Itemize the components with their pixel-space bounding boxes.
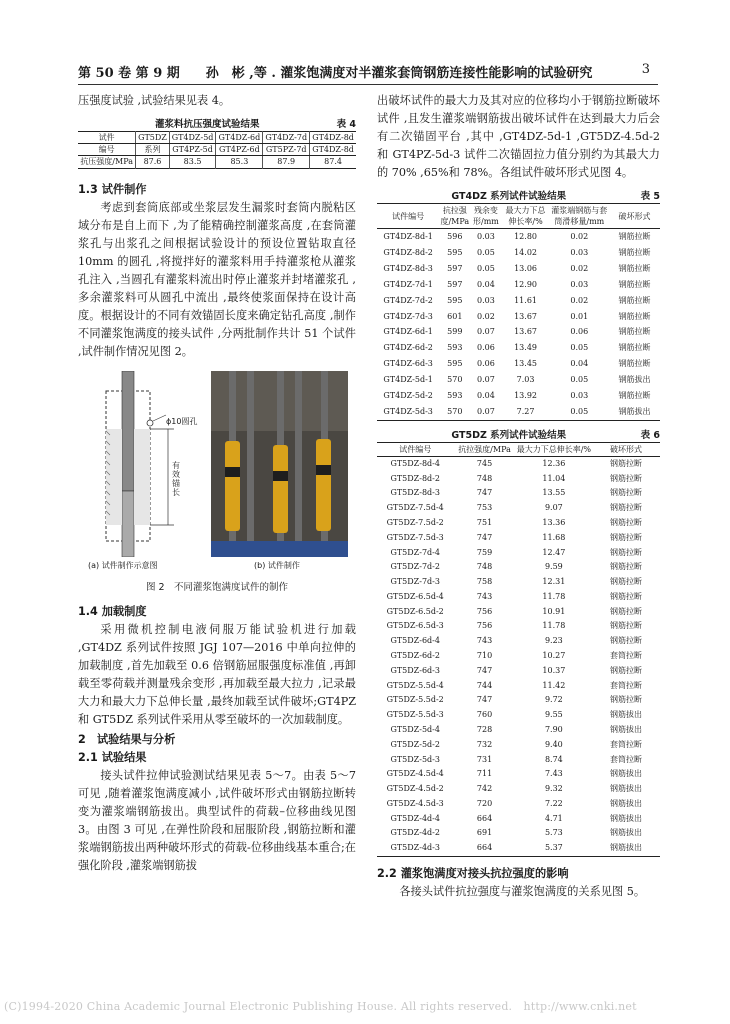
- table-cell: GT5DZ-6d-2: [390, 651, 440, 661]
- table-cell: 0.04: [477, 391, 495, 401]
- table5-header-cell: 灌浆端钢筋与套筒滑移量/mm: [550, 204, 609, 229]
- table4-header-cell: 编号: [78, 144, 136, 156]
- section-1-4-heading: 1.4 加载制度: [78, 605, 147, 618]
- table-cell: 钢筋拔出: [610, 828, 643, 838]
- table-row: [377, 277, 660, 293]
- table-cell: GT5DZ-5d-3: [390, 754, 440, 764]
- table-cell: 756: [476, 621, 493, 631]
- table-cell: 597: [447, 279, 463, 289]
- table-cell: 钢筋拉断: [610, 665, 643, 675]
- table-cell: 7.43: [544, 769, 563, 779]
- table-cell: 732: [476, 739, 493, 749]
- table4-header-cell: GT4DZ-5d: [169, 132, 216, 144]
- right-column: [377, 92, 660, 901]
- table6: [377, 442, 660, 857]
- table6-header-cell: 抗拉强度/MPa: [453, 442, 515, 456]
- table-cell: GT5DZ-6d-4: [390, 636, 440, 646]
- table-row: [377, 693, 660, 708]
- section-1-4-paragraph: 采用微机控制电液伺服万能试验机进行加载 ,GT4DZ 系列试件按照 JGJ 107—2016 中单向拉伸的加载制度 ,首先加载至 0.6 倍钢筋屈服强度标准值 ,再卸载至零荷载并测量残余变形 ,再加载至最大拉力 ,记录最大力和最大力下总伸长量 ,最终加载至试件破坏;GT4PZ 和 GT5DZ 系列试件采用从零至破坏的一次加载制度。: [78, 623, 356, 726]
- table-row: [377, 826, 660, 841]
- table-cell: 7.22: [544, 798, 563, 808]
- subcaption-b: (b) 试件制作: [254, 561, 300, 570]
- copyright-footer: (C)1994-2020 China Academic Journal Electronic Publishing House. All rights reserved. http://www.cnki.net: [4, 1000, 637, 1013]
- table-cell: 钢筋拉断: [618, 327, 651, 337]
- table-cell: 钢筋拉断: [610, 532, 643, 542]
- table5-caption: [377, 190, 660, 203]
- table6-header-cell: 试件编号: [377, 442, 453, 456]
- table-cell: 钢筋拉断: [618, 359, 651, 369]
- table-cell: 753: [476, 503, 493, 513]
- table-row: [377, 456, 660, 471]
- table-cell: 钢筋拔出: [610, 813, 643, 823]
- table5-header-row: [377, 204, 660, 229]
- table-row: [377, 340, 660, 356]
- table-row: [78, 156, 356, 169]
- table-cell: 0.05: [570, 406, 589, 416]
- header-rule: [78, 84, 658, 85]
- table-cell: 748: [476, 562, 493, 572]
- table-row: [377, 605, 660, 620]
- table-cell: GT5DZ-4.5d-3: [386, 798, 444, 808]
- table-cell: 0.05: [477, 247, 495, 257]
- page-number: 3: [641, 62, 650, 77]
- table-row: [377, 767, 660, 782]
- table-cell: 钢筋拉断: [610, 547, 643, 557]
- table-cell: 13.92: [514, 391, 537, 401]
- table-cell: GT4DZ-7d-1: [383, 279, 433, 289]
- table-cell: 钢筋拉断: [618, 232, 651, 241]
- table-row: [377, 486, 660, 501]
- table-cell: 11.04: [542, 473, 566, 483]
- table-cell: 599: [447, 327, 463, 337]
- table5-header-cell: 残余变形/mm: [470, 204, 501, 229]
- table4-header-row: [78, 132, 356, 144]
- table-cell: GT4DZ-7d-3: [383, 311, 433, 321]
- table-cell: 751: [476, 518, 493, 527]
- table-cell: 731: [476, 754, 493, 764]
- section-2-2-heading: 2.2 灌浆饱满度对接头抗拉强度的影响: [377, 866, 569, 880]
- table-cell: 0.04: [570, 359, 589, 369]
- table4-cell: 87.6: [136, 156, 169, 169]
- table-cell: GT4DZ-7d-2: [383, 295, 433, 305]
- table-cell: 756: [476, 606, 493, 616]
- table-cell: GT5DZ-6d-3: [390, 665, 440, 675]
- table4: [78, 131, 356, 169]
- table-cell: 0.05: [570, 343, 589, 353]
- table-cell: 0.06: [570, 327, 589, 337]
- table-row: [377, 649, 660, 664]
- table-cell: GT5DZ-5.5d-3: [386, 710, 444, 720]
- table-cell: 钢筋拉断: [618, 247, 651, 257]
- table-cell: 钢筋拉断: [618, 391, 651, 401]
- table-cell: GT5DZ-5d-2: [390, 739, 440, 749]
- table-cell: 7.03: [516, 375, 535, 385]
- table-cell: GT4DZ-8d-2: [383, 247, 433, 257]
- table5-header-cell: 试件编号: [377, 204, 439, 229]
- table5-header-cell: 破坏形式: [609, 204, 660, 229]
- table-cell: 14.02: [514, 247, 537, 257]
- table-cell: 13.55: [542, 488, 566, 498]
- table4-header-cell: GT4DZ-8d: [310, 144, 356, 156]
- table-cell: GT5DZ-4.5d-4: [386, 769, 444, 779]
- table-row: [377, 797, 660, 812]
- table4-title: 灌浆料抗压强度试验结果: [155, 119, 260, 130]
- table-cell: GT5DZ-8d-2: [390, 473, 440, 483]
- table-cell: 720: [476, 798, 493, 808]
- table4-cell: 抗压强度/MPa: [78, 156, 136, 169]
- table-cell: 钢筋拉断: [610, 473, 643, 483]
- table-cell: 0.07: [477, 406, 495, 416]
- table-cell: 9.07: [544, 503, 563, 513]
- table-cell: 745: [476, 458, 493, 468]
- table-cell: GT4DZ-5d-2: [383, 391, 433, 401]
- table-cell: 钢筋拉断: [618, 295, 651, 305]
- table-cell: 12.47: [542, 547, 566, 557]
- table-cell: GT5DZ-7.5d-3: [386, 532, 444, 542]
- table-cell: 13.67: [514, 311, 537, 321]
- table-cell: GT5DZ-7d-3: [390, 577, 440, 587]
- table-cell: 593: [447, 391, 463, 401]
- table-cell: 0.06: [477, 359, 495, 369]
- table-cell: 钢筋拔出: [618, 375, 651, 385]
- table-cell: 9.59: [544, 562, 563, 572]
- table-row: [377, 404, 660, 420]
- table-cell: GT4DZ-6d-1: [383, 327, 433, 337]
- table-cell: 钢筋拉断: [610, 562, 643, 572]
- section-2-2-paragraph: 各接头试件抗拉强度与灌浆饱满度的关系见图 5。: [399, 884, 646, 898]
- table-cell: GT5DZ-8d-4: [390, 458, 440, 468]
- table-cell: 钢筋拉断: [610, 621, 643, 631]
- table-row: [377, 619, 660, 634]
- section-2-1-paragraph: 接头试件拉伸试验测试结果见表 5～7。由表 5～7可见 ,随着灌浆饱满度减小 ,试件破坏形式由钢筋拉断转变为灌浆端钢筋拔出。典型试件的荷载–位移曲线见图 3。由图 3 可见 ,在弹性阶段和屈服阶段 ,钢筋拉断和灌浆端钢筋拔出两种破坏形式的荷载-位移曲线基本重合;在强化阶段 ,灌浆端钢筋拔: [78, 769, 356, 872]
- table5-header-cell: 抗拉强度/MPa: [439, 204, 470, 229]
- table-cell: 13.45: [514, 359, 537, 369]
- table4-cell: 85.3: [216, 156, 263, 169]
- table-cell: 钢筋拔出: [610, 769, 643, 779]
- table-cell: 596: [447, 232, 463, 241]
- table-row: [377, 516, 660, 531]
- table-cell: 9.72: [544, 695, 563, 705]
- table-cell: GT5DZ-4.5d-2: [386, 784, 444, 794]
- table4-label: 表 4: [336, 119, 356, 130]
- table-cell: 0.03: [570, 279, 589, 289]
- table-row: [377, 679, 660, 694]
- table-cell: 710: [476, 651, 493, 661]
- table-cell: 9.40: [544, 739, 563, 749]
- table4-cell: 87.9: [263, 156, 310, 169]
- table-cell: 711: [476, 769, 493, 779]
- table4-header-cell: GT4DZ-7d: [263, 132, 310, 144]
- anchor-length-label: 有效锚长: [172, 461, 180, 497]
- table-cell: 728: [476, 724, 493, 734]
- table-cell: 747: [476, 665, 493, 675]
- section-1-3-paragraph: 考虑到套筒底部或坐浆层发生漏浆时套筒内脱粘区域分布是自上而下 ,为了能精确控制灌浆高度 ,在套筒灌浆孔与出浆孔之间根据试验设计的预设位置钻取直径 10mm 的圆孔 ,将搅拌好的灌浆料用手持灌浆枪从灌浆孔注入 ,当圆孔有灌浆料流出时停止灌浆并封堵灌浆孔 ,多余灌浆料可从圆孔中流出 ,最终使浆面保持在设计高度。根据设计的不同有效锚固长度来确定钻孔高度 ,制作不同灌浆饱满度的接头试件 ,分两批制作共计 51 个试件 ,试件制作情况见图 2。: [78, 201, 356, 358]
- section-2-1-heading: 2.1 试验结果: [78, 751, 147, 764]
- table-cell: 12.90: [514, 279, 537, 289]
- table-row: [377, 261, 660, 277]
- table-cell: GT4DZ-5d-3: [383, 406, 433, 416]
- table-row: [377, 531, 660, 546]
- table5-title: GT4DZ 系列试件试验结果: [451, 191, 567, 202]
- table-cell: 601: [447, 311, 463, 321]
- table-cell: 10.37: [542, 665, 566, 675]
- table-cell: 11.78: [542, 591, 566, 601]
- table-cell: GT5DZ-5.5d-4: [386, 680, 444, 690]
- table6-caption: [377, 429, 660, 442]
- table-row: [377, 546, 660, 561]
- table5-header-cell: 最大力下总伸长率/%: [502, 204, 550, 229]
- table4-header-cell: 系列: [136, 144, 169, 156]
- table-cell: GT4DZ-5d-1: [383, 375, 433, 385]
- running-header-title: 第 50 卷 第 9 期 孙 彬 ,等 . 灌浆饱满度对半灌浆套筒钢筋连接性能影响的试验研究: [78, 66, 593, 81]
- table-row: [377, 356, 660, 372]
- table-row: [377, 229, 660, 245]
- table4-header-row: [78, 144, 356, 156]
- table-cell: 747: [476, 532, 493, 542]
- table-cell: 742: [476, 784, 493, 794]
- table-cell: 759: [476, 547, 493, 557]
- table-cell: 钢筋拉断: [618, 343, 651, 353]
- table-cell: 744: [476, 680, 493, 690]
- table5: [377, 203, 660, 421]
- table-cell: 13.49: [514, 343, 537, 353]
- table-cell: 0.02: [477, 311, 495, 321]
- table4-block: [78, 118, 356, 169]
- table4-header-cell: GT4PZ-5d: [169, 144, 216, 156]
- section-1-3-heading: 1.3 试件制作: [78, 183, 147, 196]
- table-cell: 钢筋拉断: [618, 279, 651, 289]
- table-cell: GT5DZ-7d-4: [390, 547, 440, 557]
- table6-header-cell: 破坏形式: [592, 442, 660, 456]
- intro-paragraph: 压强度试验 ,试验结果见表 4。: [78, 94, 231, 107]
- table-cell: 钢筋拔出: [610, 843, 643, 853]
- table-row: [377, 575, 660, 590]
- table-cell: 0.03: [477, 232, 495, 241]
- table-cell: GT5DZ-7.5d-4: [386, 503, 444, 513]
- table4-header-cell: GT4DZ-6d: [216, 132, 263, 144]
- table-row: [377, 472, 660, 487]
- table-cell: 0.02: [570, 232, 589, 241]
- table-cell: 0.02: [570, 295, 589, 305]
- table-row: [377, 753, 660, 768]
- table-cell: 0.03: [570, 247, 589, 257]
- table-cell: 595: [447, 247, 463, 257]
- table-cell: 钢筋拉断: [610, 591, 643, 601]
- table-cell: 760: [476, 710, 493, 720]
- table-cell: 758: [476, 577, 493, 587]
- table-row: [377, 388, 660, 404]
- table-cell: GT5DZ-5d-4: [390, 724, 440, 734]
- table-cell: 0.07: [477, 375, 495, 385]
- table-cell: GT5DZ-5.5d-2: [386, 695, 444, 705]
- table-cell: 钢筋拉断: [610, 458, 643, 468]
- table4-header-cell: GT4DZ-8d: [310, 132, 356, 144]
- table-cell: GT5DZ-4d-2: [390, 828, 440, 838]
- table-row: [377, 841, 660, 856]
- table-row: [377, 501, 660, 516]
- table-cell: 664: [476, 813, 493, 823]
- table-cell: 9.55: [544, 710, 563, 720]
- table-cell: GT4DZ-8d-3: [383, 263, 433, 273]
- table-cell: 7.27: [516, 406, 535, 416]
- table-cell: 钢筋拔出: [610, 784, 643, 794]
- table-cell: 13.06: [514, 263, 537, 273]
- table-cell: 钢筋拔出: [610, 724, 643, 734]
- table-cell: 743: [476, 636, 493, 646]
- table-cell: GT4DZ-6d-3: [383, 359, 433, 369]
- table-row: [377, 590, 660, 605]
- table-cell: 691: [476, 828, 493, 838]
- left-column: [78, 92, 356, 875]
- table-cell: 0.07: [477, 327, 495, 337]
- table-cell: 钢筋拉断: [610, 488, 643, 498]
- table-cell: 钢筋拉断: [618, 263, 651, 273]
- table-cell: 595: [447, 295, 463, 305]
- table-cell: 570: [447, 406, 463, 416]
- table-row: [377, 782, 660, 797]
- table-row: [377, 560, 660, 575]
- table-cell: 钢筋拉断: [610, 606, 643, 616]
- table-cell: 747: [476, 488, 493, 498]
- table-cell: 748: [476, 473, 493, 483]
- right-top-paragraph: 出破坏试件的最大力及其对应的位移均小于钢筋拉断破坏试件 ,且发生灌浆端钢筋拔出破坏试件在达到最大力后会有二次锚固平台 ,其中 ,GT4DZ-5d-1 ,GT5DZ-4.5d-2 和 GT4PZ-5d-3 试件二次锚固拉力值分别约为其最大力的 70% ,65%和 78%。各组试件破坏形式见图 4。: [377, 94, 660, 179]
- table-row: [377, 664, 660, 679]
- table-cell: 0.01: [570, 311, 589, 321]
- table-cell: 9.23: [544, 636, 563, 646]
- table-cell: 664: [476, 843, 493, 853]
- section-2-heading: 2 试验结果与分析: [78, 733, 176, 746]
- table-cell: 743: [476, 591, 493, 601]
- table-cell: 11.78: [542, 621, 566, 631]
- table5-label: 表 5: [640, 191, 660, 202]
- table6-title: GT5DZ 系列试件试验结果: [451, 429, 567, 441]
- table4-header-cell: 试件: [78, 132, 136, 144]
- table-cell: 0.06: [477, 343, 495, 353]
- table-cell: 0.05: [570, 375, 589, 385]
- table-cell: 套筒拉断: [610, 680, 643, 690]
- table-cell: 4.71: [544, 813, 563, 823]
- table-row: [377, 324, 660, 340]
- table6-label: 表 6: [640, 429, 660, 441]
- table4-header-cell: GT4PZ-6d: [216, 144, 263, 156]
- table-cell: 钢筋拔出: [610, 710, 643, 720]
- figure-2-caption: 图 2 不同灌浆饱满度试件的制作: [145, 582, 289, 593]
- table-cell: GT5DZ-8d-3: [390, 488, 440, 498]
- table-cell: GT4DZ-6d-2: [383, 343, 433, 353]
- table4-header-cell: GT5PZ-7d: [263, 144, 310, 156]
- table-row: [377, 812, 660, 827]
- table-cell: 10.27: [542, 651, 566, 661]
- table-cell: 9.32: [544, 784, 563, 794]
- table-cell: 13.36: [542, 518, 566, 527]
- table-cell: 12.31: [542, 577, 566, 587]
- table5-block: [377, 190, 660, 421]
- table-cell: 0.03: [477, 295, 495, 305]
- table-cell: GT5DZ-6.5d-2: [386, 606, 444, 616]
- table-cell: GT5DZ-4d-3: [390, 843, 440, 853]
- table-cell: 595: [447, 359, 463, 369]
- table4-cell: 83.5: [169, 156, 216, 169]
- table4-caption: [78, 118, 356, 131]
- table-row: [377, 723, 660, 738]
- table-row: [377, 634, 660, 649]
- table-cell: GT5DZ-7d-2: [390, 562, 440, 572]
- table-cell: 12.80: [514, 232, 537, 241]
- table-cell: 597: [447, 263, 463, 273]
- table-cell: 钢筋拉断: [618, 311, 651, 321]
- table-cell: 0.04: [477, 279, 495, 289]
- table-cell: 钢筋拔出: [618, 406, 651, 416]
- table-cell: 钢筋拔出: [610, 798, 643, 808]
- table-row: [377, 738, 660, 753]
- table-cell: 593: [447, 343, 463, 353]
- table-cell: 钢筋拉断: [610, 577, 643, 587]
- hole-label: ϕ10圆孔: [166, 417, 198, 426]
- table-cell: 8.74: [544, 754, 563, 764]
- table-cell: GT5DZ-4d-4: [390, 813, 440, 823]
- table-cell: GT5DZ-7.5d-2: [386, 518, 444, 527]
- table4-cell: 87.4: [324, 157, 342, 166]
- table-row: [377, 372, 660, 388]
- table-cell: 570: [447, 375, 463, 385]
- table-cell: 13.67: [514, 327, 537, 337]
- table6-block: [377, 429, 660, 857]
- table-row: [377, 708, 660, 723]
- specimen-schematic-drawing: [82, 371, 202, 557]
- table-cell: 钢筋拉断: [610, 636, 643, 646]
- table6-header-cell: 最大力下总伸长率/%: [516, 442, 592, 456]
- table-cell: 钢筋拉断: [610, 518, 643, 527]
- table-cell: GT5DZ-6.5d-4: [386, 591, 444, 601]
- table-cell: GT4DZ-8d-1: [383, 232, 433, 241]
- table4-header-cell: GT5DZ: [136, 132, 169, 144]
- table-cell: 套筒拉断: [610, 651, 643, 661]
- table-cell: 11.68: [542, 532, 566, 542]
- table-cell: 5.73: [544, 828, 563, 838]
- table-cell: 钢筋拉断: [610, 503, 643, 513]
- table-cell: GT5DZ-6.5d-3: [386, 621, 444, 631]
- table-cell: 0.05: [477, 263, 495, 273]
- table-cell: 12.36: [542, 458, 566, 468]
- table-row: [377, 245, 660, 261]
- table-cell: 0.02: [570, 263, 589, 273]
- table-cell: 0.03: [570, 391, 589, 401]
- table-cell: 10.91: [542, 606, 566, 616]
- table-cell: 套筒拉断: [610, 754, 643, 764]
- table-row: [377, 293, 660, 309]
- subcaption-a: (a) 试件制作示意图: [88, 561, 158, 570]
- table-cell: 747: [476, 695, 493, 705]
- table-row: [377, 309, 660, 325]
- table-cell: 5.37: [544, 843, 563, 853]
- figure-2: [78, 365, 356, 577]
- table-cell: 钢筋拉断: [610, 695, 643, 705]
- table-cell: 11.61: [514, 295, 537, 305]
- table-cell: 7.90: [544, 724, 563, 734]
- table6-header-row: [377, 442, 660, 456]
- specimen-photo: [211, 371, 348, 557]
- table-cell: 11.42: [542, 680, 566, 690]
- table-cell: 套筒拉断: [610, 739, 643, 749]
